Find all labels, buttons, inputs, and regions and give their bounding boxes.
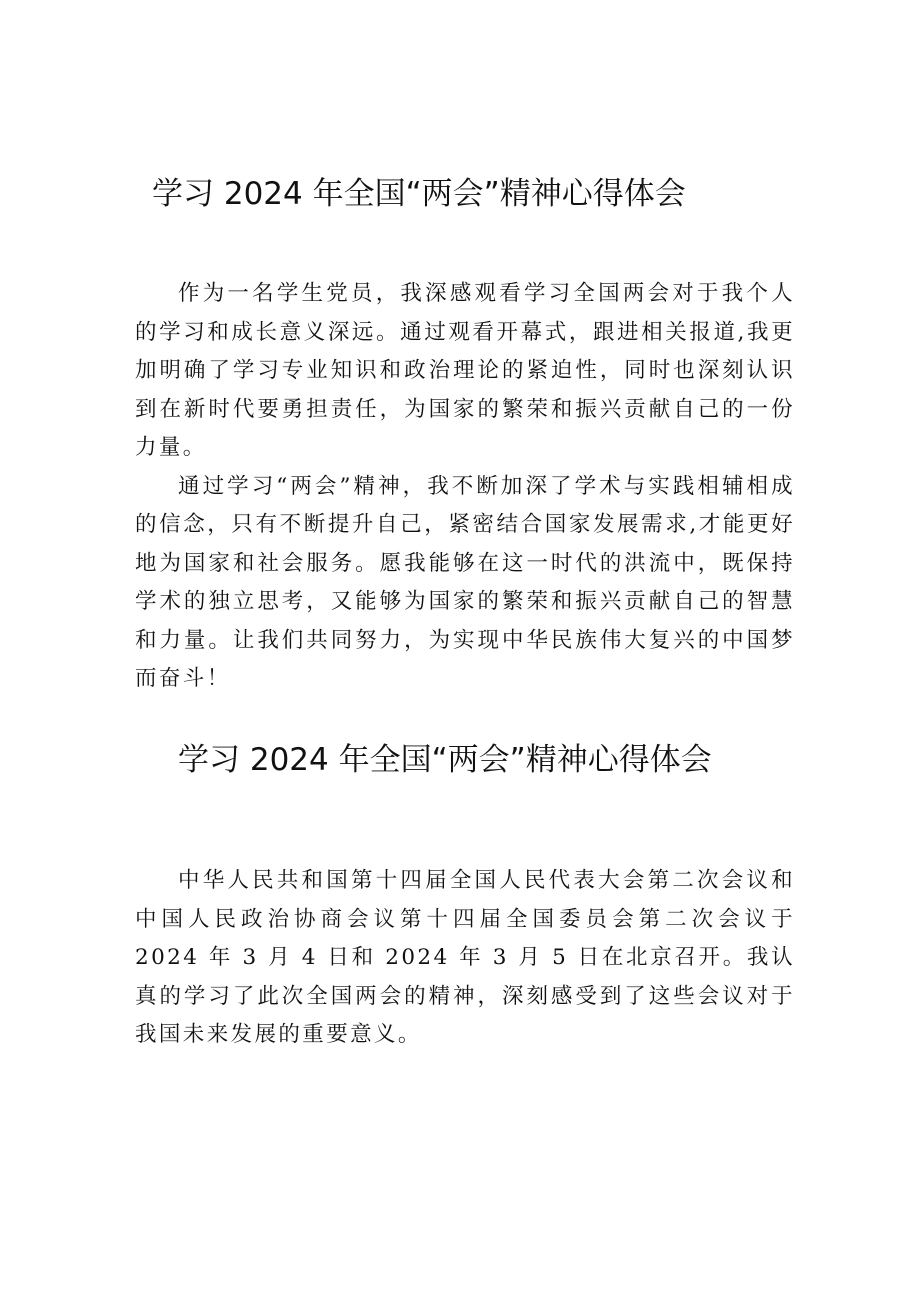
article-title: 学习 2024 年全国“两会”精神心得体会 <box>178 742 712 778</box>
paragraph: 中华人民共和国第十四届全国人民代表大会第二次会议和中国人民政治协商会议第十四届全国委员会第二次会议于 2024 年 3 月 4 日和 2024 年 3 月 5 日在北京召开。我认真的学习了此次全国两会的精神，深刻感受到了这些会议对于我国未来发展的重要意义。 <box>135 868 795 1047</box>
paragraph: 作为一名学生党员，我深感观看学习全国两会对于我个人的学习和成长意义深远。通过观看开幕式，跟进相关报道,我更加明确了学习专业知识和政治理论的紧迫性，同时也深刻认识到在新时代要勇担责任，为国家的繁荣和振兴贡献自己的一份力量。 <box>135 281 795 460</box>
paragraph: 通过学习“两会”精神，我不断加深了学术与实践相辅相成的信念，只有不断提升自己，紧密结合国家发展需求,才能更好地为国家和社会服务。愿我能够在这一时代的洪流中，既保持学术的独立思考，又能够为国家的繁荣和振兴贡献自己的智慧和力量。让我们共同努力，为实现中华民族伟大复兴的中国梦而奋斗！ <box>135 473 795 691</box>
article-body <box>135 862 795 1055</box>
article-title: 学习 2024 年全国“两会”精神心得体会 <box>152 176 686 212</box>
article-body <box>135 275 795 699</box>
